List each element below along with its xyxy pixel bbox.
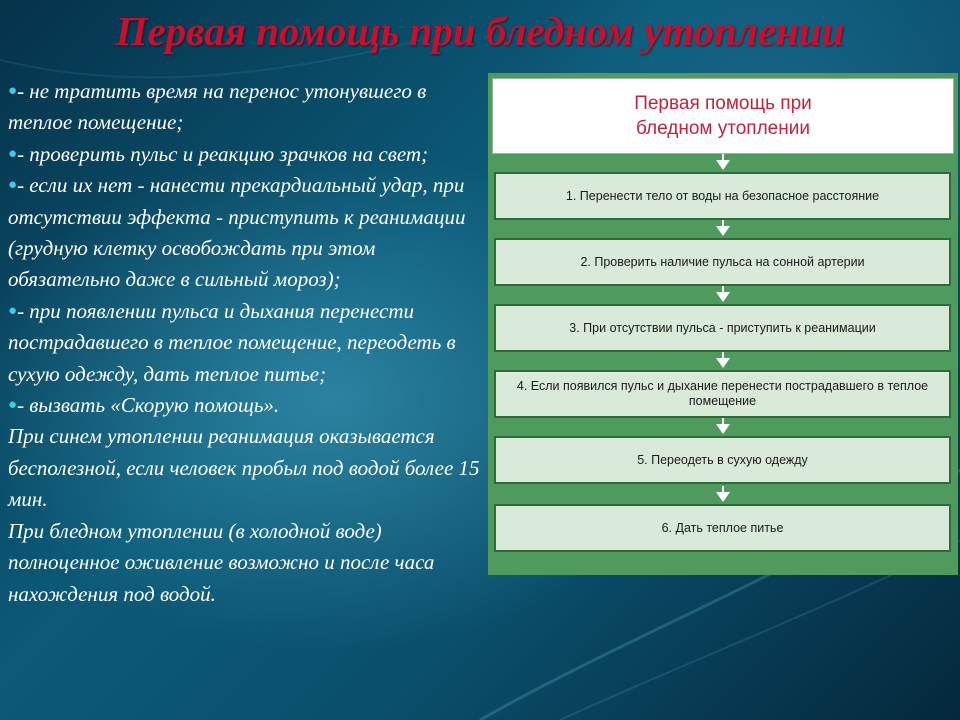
down-arrow-icon — [715, 486, 731, 504]
flowchart-step-2: 2. Проверить наличие пульса на сонной артерии — [494, 238, 951, 286]
down-arrow-icon — [715, 220, 731, 238]
bullet-text: - при появлении пульса и дыхания перенести пострадавшего в теплое помещение, переодеть в сухую одежду, дать теплое питье; — [8, 298, 456, 386]
bullet-text: - вызвать «Скорую помощь». — [17, 393, 280, 418]
paragraph-blue-drowning: При синем утоплении реанимация оказывается бесполезной, если человек пробыл под водой более 15 мин. — [8, 424, 480, 512]
left-text-block — [8, 76, 492, 610]
flowchart-step-1: 1. Перенести тело от воды на безопасное расстояние — [494, 172, 951, 220]
down-arrow-icon — [715, 154, 731, 172]
flowchart-heading — [492, 78, 954, 154]
bullet-item — [8, 296, 492, 390]
bullet-item — [8, 390, 492, 421]
bullet-item — [8, 139, 492, 170]
flowchart-step-6: 6. Дать теплое питье — [494, 504, 951, 552]
bullet-text: - не тратить время на перенос утонувшего в теплое помещение; — [8, 79, 427, 135]
bullet-item — [8, 76, 492, 139]
flowchart-step-3: 3. При отсутствии пульса - приступить к реанимации — [494, 304, 951, 352]
slide-title: Первая помощь при бледном утоплении — [115, 8, 845, 54]
bullet-dot-icon: ● — [8, 177, 18, 194]
flowchart-panel — [488, 73, 958, 575]
flowchart-step-5: 5. Переодеть в сухую одежду — [494, 436, 951, 484]
flowchart-step-4: 4. Если появился пульс и дыхание перенести пострадавшего в теплое помещение — [494, 370, 951, 418]
down-arrow-icon — [715, 352, 731, 370]
bullet-text: - проверить пульс и реакцию зрачков на свет; — [17, 141, 429, 166]
bullet-text: - если их нет - нанести прекардиальный удар, при отсутствии эффекта - приступить к реанимации (грудную клетку освобождать при этом обязательно даже в сильный мороз); — [8, 173, 466, 292]
bullet-item — [8, 170, 492, 296]
bullet-dot-icon: ● — [8, 145, 18, 162]
bullet-dot-icon: ● — [8, 397, 18, 414]
down-arrow-icon — [715, 418, 731, 436]
down-arrow-icon — [715, 286, 731, 304]
paragraph-pale-drowning: При бледном утоплении (в холодной воде) полноценное оживление возможно и после часа нахождения под водой. — [8, 518, 435, 606]
bullet-dot-icon: ● — [8, 83, 18, 99]
bullet-dot-icon: ● — [8, 302, 18, 319]
flowchart-heading-text: Первая помощь при бледном утоплении — [634, 93, 812, 139]
